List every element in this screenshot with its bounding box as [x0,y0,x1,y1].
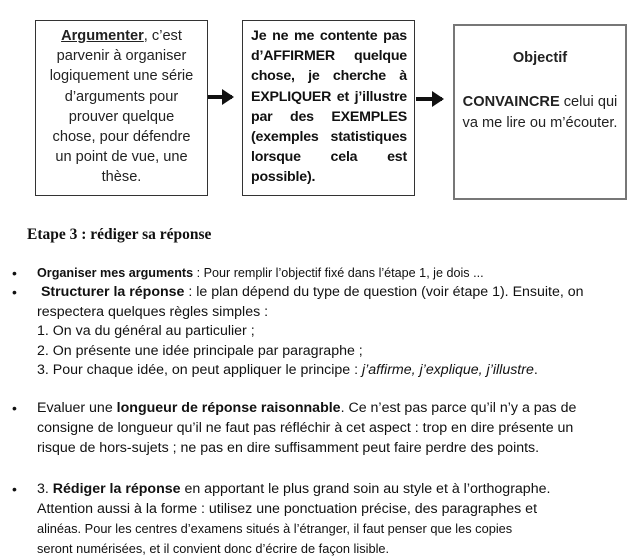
objective-text: CONVAINCRE celui qui va me lire ou m’écouter. [462,94,618,131]
method-box [242,20,415,196]
bullet-icon: • [12,265,17,281]
step-item: 1. On va du général au particulier ; [37,323,255,339]
list-item: • Organiser mes arguments : Pour remplir l’objectif fixé dans l’étape 1, je dois ... [12,265,484,281]
list-item: • 3. Rédiger la réponse en apportant le plus grand soin au style et à l’orthographe. Attention aussi à la forme : utilisez une ponctuation précise, des paragraphes et alinéas. Pour les centres d’examens situés à l’étranger, il faut penser que les copies seront numérisées, et il convient donc d’écrire de façon lisible. [12,481,551,556]
argumenter-keyword: Argumenter [61,28,144,44]
objective-title: Objectif [512,50,568,66]
bullet-icon: • [12,284,17,300]
objective-box [453,24,627,200]
convaincre-keyword: CONVAINCRE [462,94,560,110]
section-heading: Etape 3 : rédiger sa réponse [27,226,212,243]
bullet-icon: • [12,481,17,497]
list-item: • Structurer la réponse : le plan dépend du type de question (voir étape 1). Ensuite, on respectera quelques règles simples : 1. On va du général au particulier ; 2. On présente une idée principale par paragraphe ; 3. Pour chaque idée, on peut appliquer le principe : j’affirme, j’explique, j’illustre. [37,283,625,381]
step-item: 2. On présente une idée principale par paragraphe ; [37,342,363,359]
arrow-right-icon [416,97,442,101]
bullet-icon: • [12,400,17,416]
list-item: • Evaluer une longueur de réponse raisonnable. Ce n’est pas parce qu’il n’y a pas de consigne de longueur qu’il ne faut pas réfléchir à cet aspect : trop en dire présente un risque de hors-sujets ; ne pas en dire suffisamment peut faire perdre des points. [12,400,577,456]
method-text: Je ne me contente pas d’AFFIRMER quelque chose, je cherche à EXPLIQUER et j’illustre par des EXEMPLES (exemples statistiques lorsque cela est possible). [251,28,407,186]
definition-text: Argumenter, c’est parvenir à organiser logiquement une série d’arguments pour prouver quelque chose, pour défendre un point de vue, une thèse. [49,28,194,186]
arrow-right-icon [208,95,232,99]
definition-box [35,20,208,196]
step-item: 3. Pour chaque idée, on peut appliquer le principe : j’affirme, j’explique, j’illustre. [37,362,538,378]
